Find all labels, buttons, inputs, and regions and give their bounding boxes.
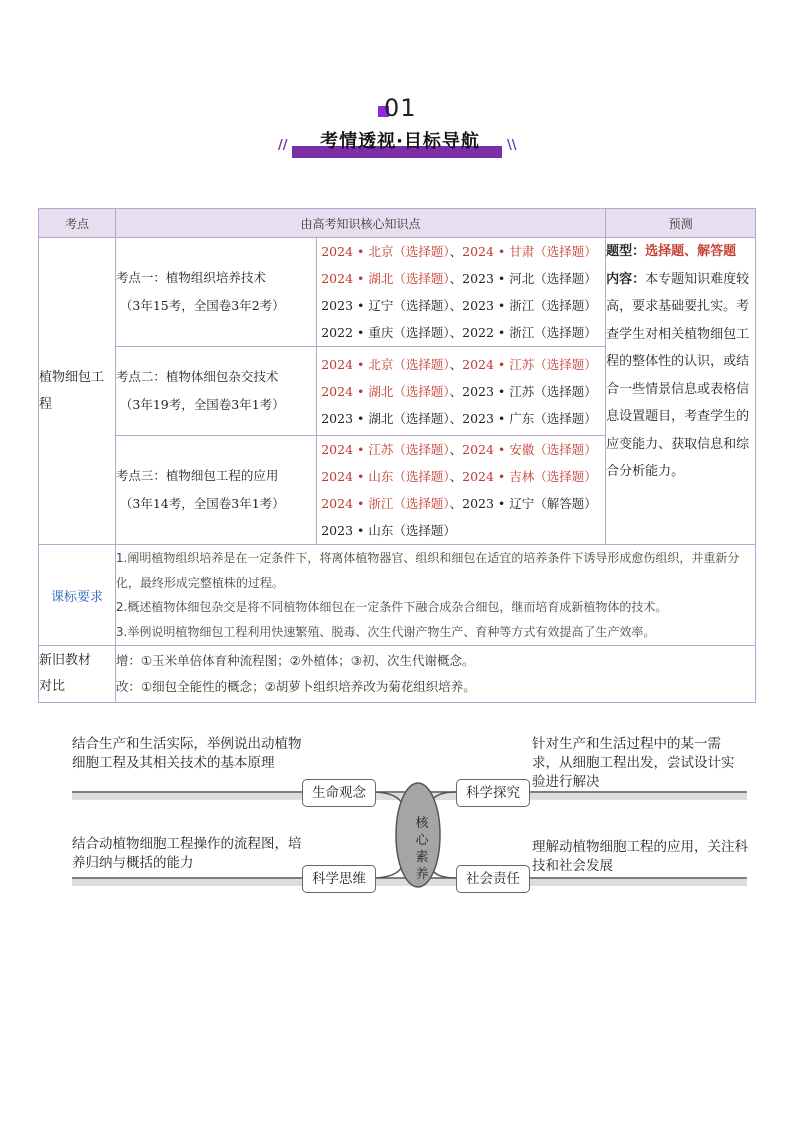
exam-item: 2024 • 浙江（选择题） bbox=[321, 496, 450, 511]
point-1-note: （3年15考，全国卷3年2考） bbox=[119, 298, 285, 313]
point-2-title: 考点二：植物体细包杂交技术 bbox=[115, 369, 279, 384]
header-cell-topic: 考点 bbox=[39, 209, 116, 238]
prediction-cell: 题型：选择题、解答题 内容：本专题知识难度较高，要求基础要扎实。考查学生对相关植物细包工程的整体性的认识，或结合一些情景信息或表格信息设置题目，考查学生的应变能力、获取信息和综合分析能力。 bbox=[606, 238, 756, 545]
life-concept-text: 结合生产和生活实际，举例说出动植物细胞工程及其相关技术的基本原理 bbox=[72, 736, 302, 771]
point-3-note: （3年14考，全国卷3年1考） bbox=[119, 496, 285, 511]
header-cell-knowledge: 由高考知识核心知识点 bbox=[115, 209, 605, 238]
page-title: 考情透视·目标导航 bbox=[320, 131, 480, 152]
exam-sep: 、 bbox=[449, 325, 463, 340]
social-responsibility-box: 社会责任 bbox=[456, 865, 530, 893]
scientific-inquiry-box: 科学探究 bbox=[456, 779, 530, 807]
prediction-content-text: 本专题知识难度较高，要求基础要扎实。考查学生对相关植物细包工程的整体性的认识，或结合一些情景信息或表格信息设置题目，考查学生的应变能力、获取信息和综合分析能力。 bbox=[606, 271, 750, 479]
exam-sep: 、 bbox=[449, 356, 463, 372]
title-deco-left: // bbox=[278, 138, 288, 153]
prediction-type-label: 题型 bbox=[606, 244, 633, 259]
point-3-title: 考点三：植物细包工程的应用 bbox=[115, 468, 279, 483]
comparison-add: 增：①玉米单倍体育种流程图；②外植体；③初、次生代谢概念。 bbox=[115, 653, 475, 668]
exam-item: 2024 • 甘肃（选择题） bbox=[462, 244, 597, 259]
exam-item: 2023 • 河北（选择题） bbox=[462, 271, 597, 286]
life-concept-box: 生命观念 bbox=[302, 779, 376, 807]
exam-item: 2024 • 安徽（选择题） bbox=[462, 442, 597, 457]
exam-item: 2023 • 辽宁（选择题） bbox=[321, 298, 450, 313]
requirement-item: 2.概述植物体细包杂交是将不同植物体细包在一定条件下融合成杂合细包，继而培育成新植物体的技术。 bbox=[115, 600, 668, 614]
exam-sep: 、 bbox=[449, 383, 463, 399]
exam-item: 2023 • 浙江（选择题） bbox=[462, 298, 597, 313]
exam-item: 2023 • 湖北（选择题） bbox=[321, 410, 450, 426]
header-cell-prediction: 预测 bbox=[606, 209, 756, 238]
exam-item: 2023 • 江苏（选择题） bbox=[462, 383, 597, 399]
exam-sep: 、 bbox=[449, 244, 463, 259]
requirement-item: 3.举例说明植物细包工程利用快速繁殖、脱毒、次生代谢产物生产、育种等方式有效提高了生产效率。 bbox=[115, 624, 656, 639]
point-2-note: （3年19考，全国卷3年1考） bbox=[119, 397, 285, 412]
comparison-change: 改：①细包全能性的概念；②胡萝卜组织培养改为菊花组织培养。 bbox=[115, 679, 476, 694]
exam-item: 2024 • 江苏（选择题） bbox=[321, 442, 450, 457]
core-label: 核心素养 bbox=[415, 816, 429, 882]
exam-item: 2024 • 北京（选择题） bbox=[321, 244, 450, 259]
point-1-title: 考点一：植物组织培养技术 bbox=[115, 270, 266, 285]
exam-sep: 、 bbox=[449, 496, 463, 511]
requirement-item: 1.阐明植物组织培养是在一定条件下，将离体植物器官、组织和细包在适宜的培养条件下诱导形成愈伤组织，并重新分化，最终形成完整植株的过程。 bbox=[115, 551, 740, 590]
section-number-text: 01 bbox=[384, 94, 417, 122]
exam-item: 2024 • 北京（选择题） bbox=[321, 356, 450, 372]
requirements-label: 课标要求 bbox=[39, 545, 116, 646]
exam-item: 2024 • 湖北（选择题） bbox=[321, 383, 450, 399]
exam-sep: 、 bbox=[449, 410, 463, 426]
exam-sep: 、 bbox=[449, 442, 463, 457]
scientific-thinking-text: 结合动植物细胞工程操作的流程图，培养归纳与概括的能力 bbox=[72, 836, 302, 871]
topic-name-text: 植物细包工程 bbox=[39, 370, 105, 412]
exam-item: 2024 • 吉林（选择题） bbox=[462, 469, 597, 484]
prediction-type-value: 选择题、解答题 bbox=[645, 244, 737, 259]
title-deco-right: \\ bbox=[507, 138, 517, 153]
exam-item: 2022 • 重庆（选择题） bbox=[321, 325, 450, 340]
exam-item: 2022 • 浙江（选择题） bbox=[462, 325, 597, 340]
exam-item: 2024 • 江苏（选择题） bbox=[462, 356, 597, 372]
exam-sep: 、 bbox=[449, 271, 463, 286]
exam-item: 2024 • 湖北（选择题） bbox=[321, 271, 450, 286]
scientific-thinking-box: 科学思维 bbox=[302, 865, 376, 893]
exam-sep: 、 bbox=[449, 298, 463, 313]
social-responsibility-text: 理解动植物细胞工程的应用，关注科技和社会发展 bbox=[532, 839, 748, 874]
exam-item: 2024 • 山东（选择题） bbox=[321, 469, 450, 484]
exam-item: 2023 • 辽宁（解答题） bbox=[462, 496, 597, 511]
scientific-inquiry-text: 针对生产和生活过程中的某一需求，从细胞工程出发，尝试设计实验进行解决 bbox=[532, 736, 735, 790]
exam-item: 2023 • 山东（选择题） bbox=[321, 523, 456, 538]
exam-sep: 、 bbox=[449, 469, 463, 484]
prediction-content-label: 内容 bbox=[606, 271, 633, 287]
comparison-label-text: 新旧教材对比 bbox=[39, 653, 92, 694]
exam-item: 2023 • 广东（选择题） bbox=[462, 410, 597, 426]
